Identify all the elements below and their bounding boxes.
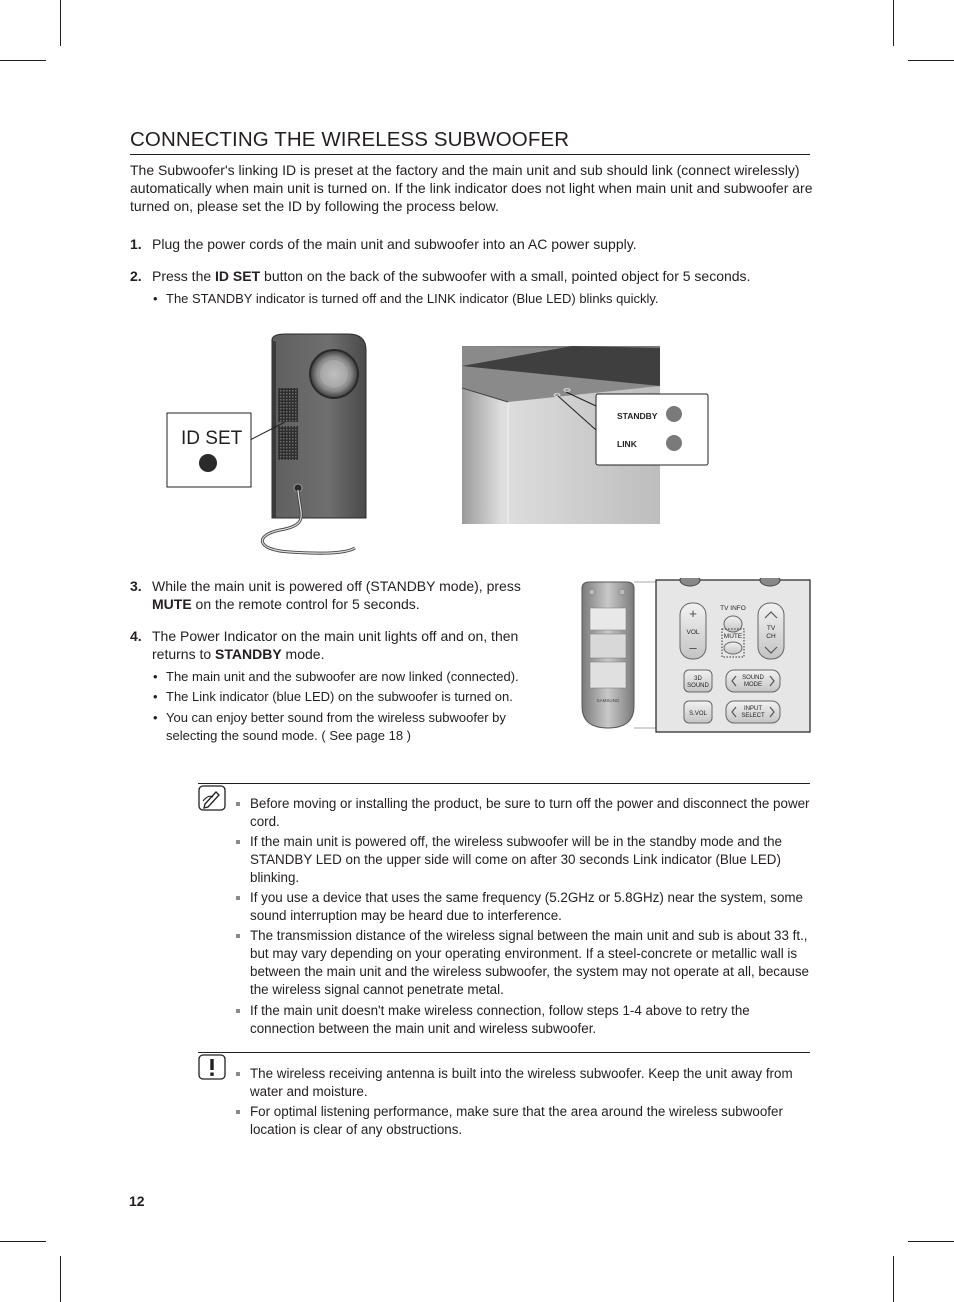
note-text: If the main unit doesn't make wireless connection, follow steps 1-4 above to retry the connection between the main unit and wireless subwoofer. (250, 1003, 750, 1036)
3d-sound-label-line2: SOUND (687, 683, 709, 689)
caution-exclamation-icon (198, 1054, 226, 1080)
step-text-post: mode. (281, 646, 325, 662)
bullet-text: The STANDBY indicator is turned off and the LINK indicator (Blue LED) blinks quickly. (166, 291, 659, 306)
crop-mark (60, 0, 61, 46)
step-number: 3. (130, 578, 142, 594)
mute-emphasis: MUTE (152, 596, 192, 612)
crop-mark (908, 1241, 954, 1242)
standby-led (666, 406, 682, 422)
caution-text: The wireless receiving antenna is built into the wireless subwoofer. Keep the unit away from water and moisture. (250, 1066, 793, 1099)
bullet-text: The Link indicator (blue LED) on the subwoofer is turned on. (166, 689, 513, 704)
note-text: The transmission distance of the wireless signal between the main unit and sub is about 33 ft., but may vary depending on your operating environment. If a steel-concrete or metallic wall is between the main unit and the wireless subwoofer, the system may not operate at all, because the wireless signal cannot penetrate metal. (250, 928, 810, 997)
step-text (152, 577, 542, 613)
sound-mode-label-line1: SOUND (742, 675, 764, 681)
step-text-pre: While the main unit is powered off (STANDBY mode), press (152, 578, 521, 594)
step-text-pre: Press the (152, 268, 216, 284)
step-text (152, 267, 750, 285)
link-led (666, 435, 682, 451)
step-number: 1. (130, 236, 142, 252)
step-number: 4. (130, 628, 142, 644)
remote-brand-label: SAMSUNG (596, 698, 620, 703)
step-text (152, 627, 542, 663)
note-text: If you use a device that uses the same frequency (5.2GHz or 5.8GHz) near the system, some sound interruption may be heard due to interference. (250, 890, 803, 923)
notes-rule (198, 783, 810, 784)
link-label: LINK (617, 439, 637, 449)
step-text-post: on the remote control for 5 seconds. (191, 596, 420, 612)
note-text: Before moving or installing the product, be sure to turn off the power and disconnect the power cord. (250, 796, 810, 829)
bullet-text: The main unit and the subwoofer are now linked (connected). (166, 669, 519, 684)
svg-text:–: – (689, 640, 697, 655)
title-rule (130, 154, 810, 155)
input-select-label-line1: INPUT (744, 706, 762, 712)
vol-label: VOL (686, 629, 700, 636)
caution-text: For optimal listening performance, make sure that the area around the wireless subwoofer location is clear of any obstructions. (250, 1104, 783, 1137)
standby-emphasis: STANDBY (215, 646, 282, 662)
sound-mode-label-line2: MODE (744, 682, 762, 688)
standby-label: STANDBY (617, 411, 658, 421)
bullet-text: You can enjoy better sound from the wireless subwoofer by selecting the sound mode. ( See page 18 ) (166, 710, 506, 743)
tv-info-label: TV INFO (720, 605, 746, 612)
caution-rule (198, 1052, 810, 1053)
step-text: Plug the power cords of the main unit and subwoofer into an AC power supply. (152, 236, 637, 252)
intro-paragraph: The Subwoofer's linking ID is preset at the factory and the main unit and sub should link (connect wirelessly) automatically when main unit is turned on. If the link indicator does not light when main unit and subwoofer are turned on, please set the ID by following the process below. (130, 162, 813, 214)
mute-label: MUTE (723, 633, 743, 640)
crop-mark (0, 1241, 46, 1242)
id-set-button (199, 454, 217, 472)
note-text: If the main unit is powered off, the wireless subwoofer will be in the standby mode and the STANDBY LED on the upper side will come on after 30 seconds Link indicator (Blue LED) blinking. (250, 834, 782, 885)
note-pencil-icon (198, 785, 226, 811)
ch-label: CH (766, 633, 776, 640)
step-number: 2. (130, 268, 142, 284)
crop-mark (60, 1256, 61, 1302)
subwoofer-back-figure (160, 330, 370, 560)
svg-text:+: + (689, 606, 697, 621)
3d-sound-label-line1: 3D (694, 676, 702, 682)
main-unit-led-figure (462, 346, 714, 526)
remote-control-figure (578, 578, 812, 734)
id-set-label: ID SET (181, 428, 243, 449)
step-text-pre: The Power Indicator on the main unit lights off and on, then returns to (152, 628, 519, 662)
crop-mark (893, 0, 894, 46)
page-number: 12 (129, 1193, 145, 1209)
page-title: CONNECTING THE WIRELESS SUBWOOFER (130, 128, 570, 151)
input-select-label-line2: SELECT (741, 713, 765, 719)
mute-button (724, 642, 742, 654)
s-vol-label: S.VOL (689, 711, 707, 717)
crop-mark (908, 60, 954, 61)
tv-label: TV (766, 625, 776, 632)
step-text-post: button on the back of the subwoofer with a small, pointed object for 5 seconds. (260, 268, 751, 284)
sound-mode-button (726, 670, 780, 692)
crop-mark (893, 1256, 894, 1302)
crop-mark (0, 60, 46, 61)
input-select-button (726, 701, 780, 723)
id-set-emphasis: ID SET (215, 268, 261, 284)
